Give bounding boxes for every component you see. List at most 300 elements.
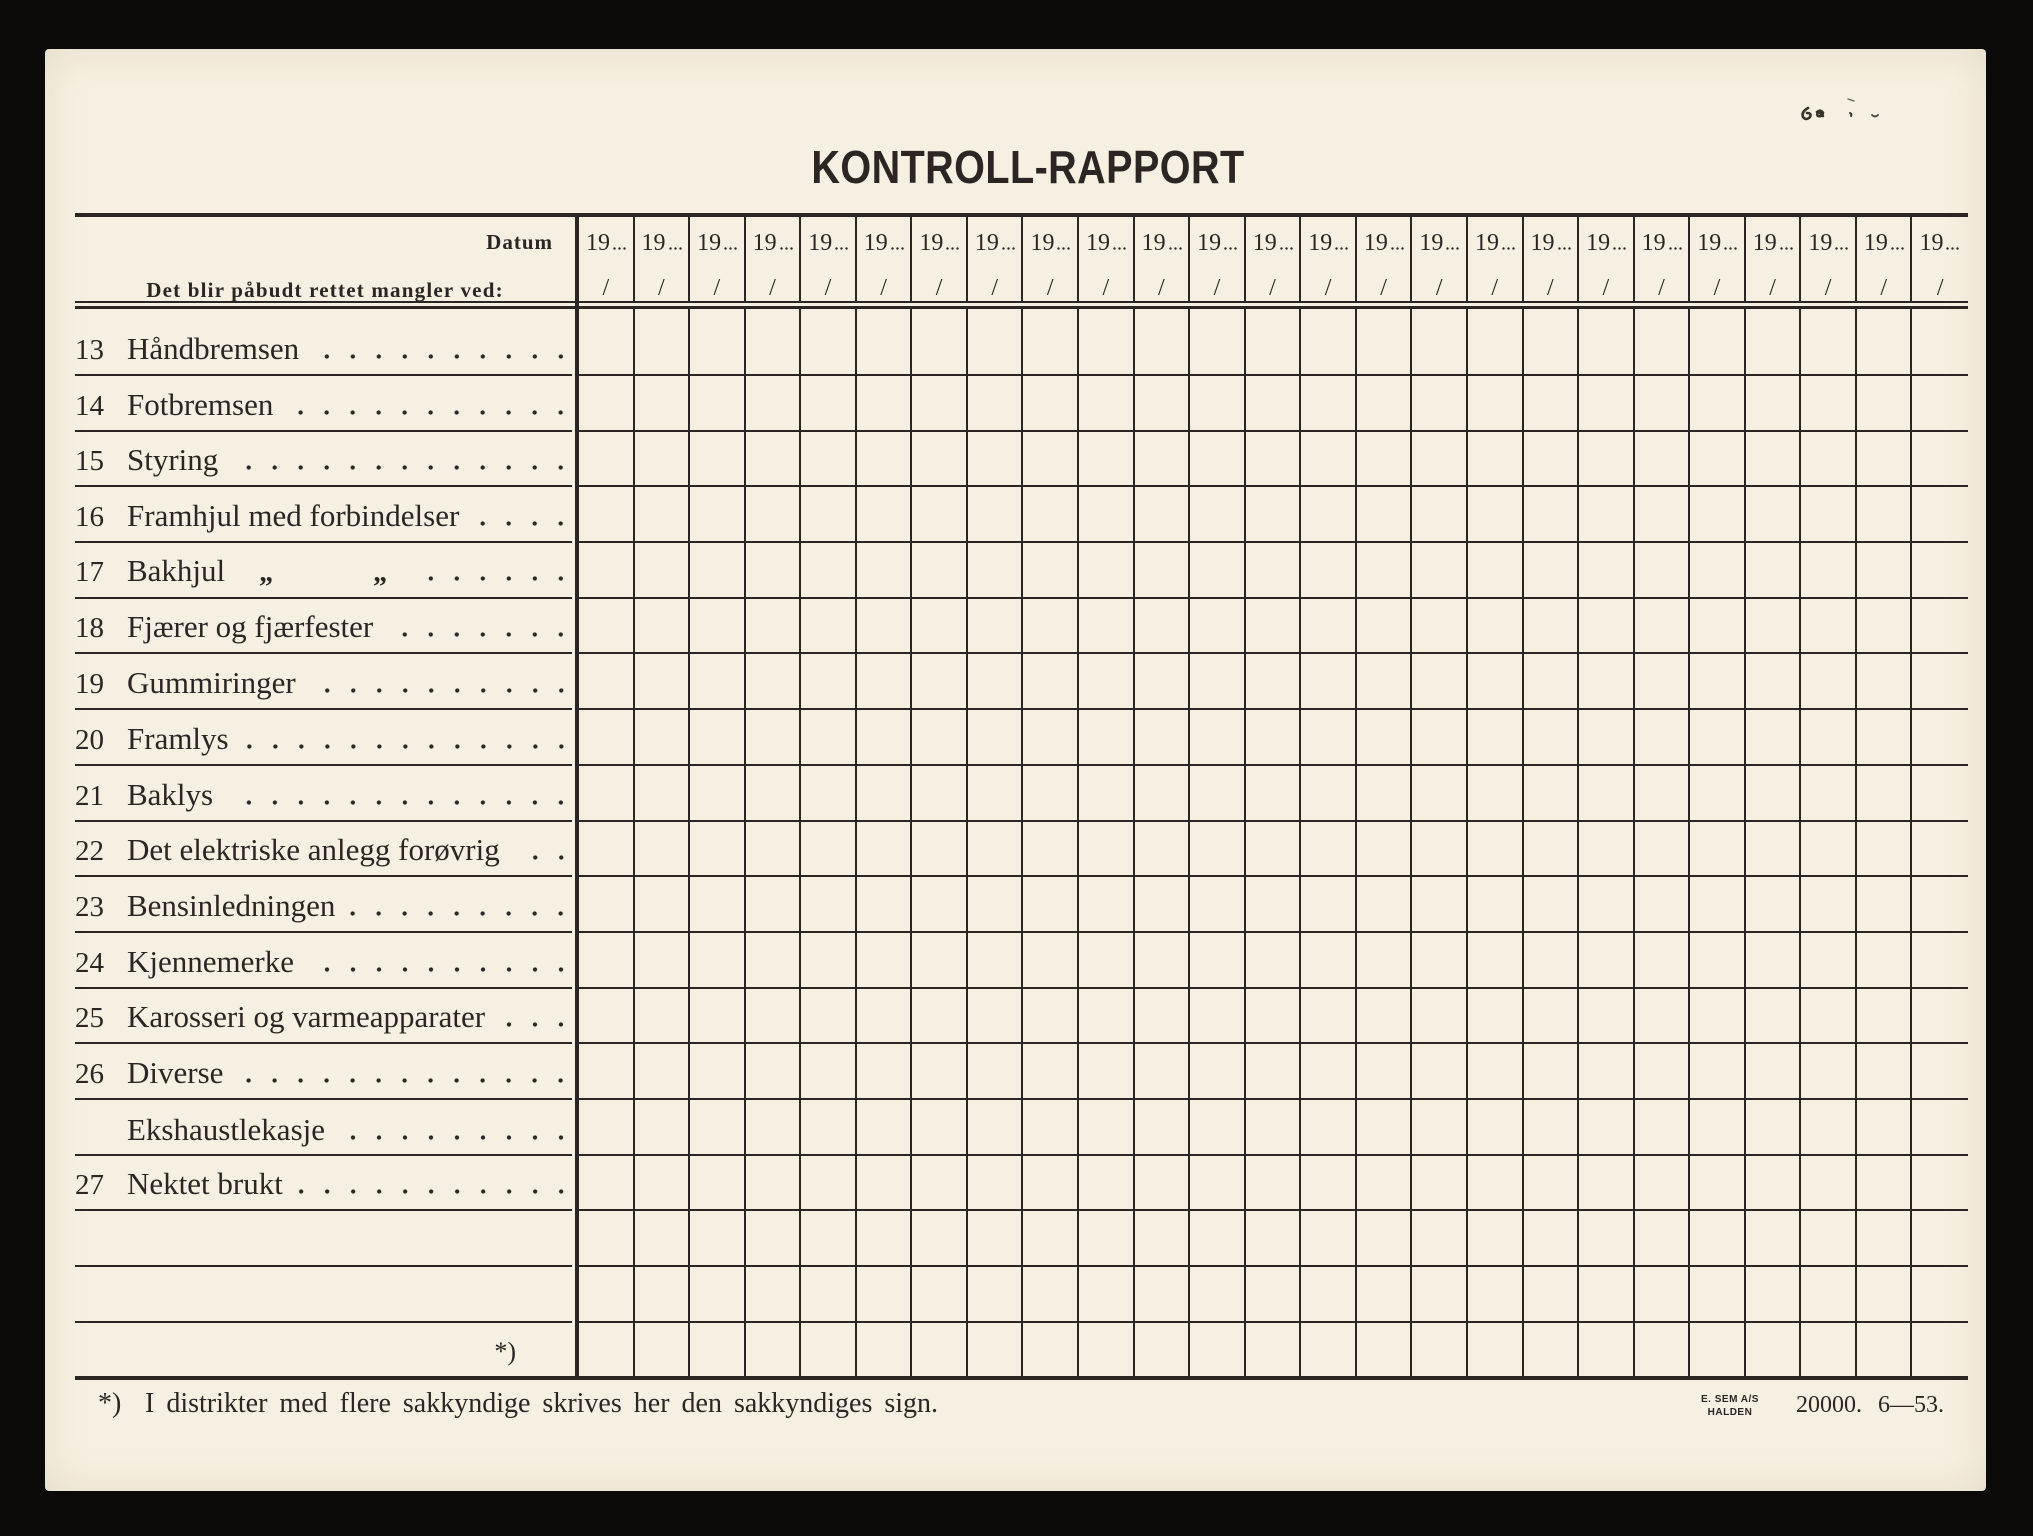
year-blank-dots <box>779 247 795 250</box>
inspection-cell <box>635 877 691 933</box>
inspection-cell <box>1524 933 1580 989</box>
inspection-cell <box>579 933 635 989</box>
inspection-cell <box>1801 1044 1857 1100</box>
inspection-cell <box>1468 989 1524 1045</box>
inspection-cell <box>1690 989 1746 1045</box>
inspection-cell <box>968 1323 1024 1376</box>
inspection-cell <box>1468 376 1524 432</box>
year-field <box>975 229 1017 257</box>
inspection-cell <box>1246 432 1302 488</box>
inspection-cell <box>1190 1100 1246 1156</box>
inspection-cell <box>1746 432 1802 488</box>
year-field <box>1531 229 1573 257</box>
checklist-row <box>75 487 572 543</box>
inspection-cell <box>1690 376 1746 432</box>
inspection-cell <box>1746 766 1802 822</box>
checklist-row <box>75 710 572 766</box>
day-month-separator: / <box>1269 275 1276 301</box>
inspection-cell <box>1635 654 1691 710</box>
inspection-cell <box>1357 1100 1413 1156</box>
date-column-header <box>912 217 968 301</box>
inspection-cell <box>968 599 1024 655</box>
inspection-cell <box>1357 1156 1413 1212</box>
inspection-cell <box>1635 309 1691 376</box>
inspection-cell <box>1635 1156 1691 1212</box>
day-month-separator: / <box>1435 275 1443 301</box>
inspection-cell <box>1246 599 1302 655</box>
year-field <box>1864 229 1906 257</box>
inspection-cell <box>1746 877 1802 933</box>
inspection-cell <box>857 710 913 766</box>
inspection-cell <box>1190 1156 1246 1212</box>
inspection-cell <box>746 599 802 655</box>
footnote <box>98 1387 938 1421</box>
inspection-cell <box>1023 989 1079 1045</box>
inspection-cell <box>1524 376 1580 432</box>
inspection-cell <box>1524 1267 1580 1323</box>
year-field <box>1475 229 1517 257</box>
day-month-separator: / <box>1158 275 1165 301</box>
inspection-cell <box>968 1267 1024 1323</box>
inspection-cell <box>579 1267 635 1323</box>
dot-leader <box>237 1078 572 1083</box>
inspection-cell <box>1023 543 1079 599</box>
inspection-cell <box>1579 1211 1635 1267</box>
inspection-cell <box>1246 1100 1302 1156</box>
dot-leader <box>310 688 572 693</box>
inspection-cell <box>1246 543 1302 599</box>
inspection-cell <box>1412 933 1468 989</box>
inspection-cell <box>1357 1267 1413 1323</box>
inspection-cell <box>1801 309 1857 376</box>
signature-footnote-mark: *) <box>494 1337 516 1366</box>
blank-row <box>75 1267 572 1323</box>
inspection-cell <box>635 599 691 655</box>
date-column-header <box>801 217 857 301</box>
inspection-cell <box>635 1044 691 1100</box>
inspection-cell <box>912 309 968 376</box>
row-content <box>75 1111 572 1147</box>
inspection-cell <box>1857 766 1913 822</box>
inspection-cell <box>1524 599 1580 655</box>
inspection-cell <box>1246 877 1302 933</box>
inspection-cell <box>801 1156 857 1212</box>
item-label: Karosseri og varmeapparater <box>127 999 486 1035</box>
item-number: 26 <box>75 1057 104 1090</box>
year-prefix: 19 <box>1141 230 1166 256</box>
year-blank-dots <box>1557 247 1573 250</box>
inspection-cell <box>1524 1323 1580 1376</box>
inspection-cell <box>1579 1267 1635 1323</box>
inspection-cell <box>1468 1044 1524 1100</box>
ditto-mark: „ <box>259 556 274 588</box>
year-prefix: 19 <box>974 230 999 256</box>
inspection-cell <box>1690 487 1746 543</box>
inspection-cell <box>1468 1323 1524 1376</box>
inspection-cell <box>1301 432 1357 488</box>
inspection-cell <box>1246 1156 1302 1212</box>
item-label: Baklys <box>127 776 214 812</box>
datum-label: Datum <box>486 230 553 254</box>
inspection-cell <box>857 654 913 710</box>
year-prefix: 19 <box>1197 230 1222 256</box>
inspection-cell <box>690 487 746 543</box>
inspection-cell <box>1135 877 1191 933</box>
inspection-cell <box>635 822 691 878</box>
day-month-separator: / <box>1658 275 1665 301</box>
inspection-cell <box>1023 487 1079 543</box>
inspection-cell <box>1746 1323 1802 1376</box>
inspection-cell <box>1301 989 1357 1045</box>
inspection-cell <box>1190 710 1246 766</box>
inspection-cell <box>968 933 1024 989</box>
inspection-cell <box>1023 822 1079 878</box>
year-prefix: 19 <box>1030 230 1055 256</box>
inspection-cell <box>1524 432 1580 488</box>
checklist-row <box>75 989 572 1045</box>
inspection-cell <box>1135 710 1191 766</box>
inspection-cell <box>1524 822 1580 878</box>
item-number: 17 <box>75 555 104 588</box>
inspection-cell <box>1412 1100 1468 1156</box>
inspection-cell <box>912 1044 968 1100</box>
inspection-cell <box>1246 376 1302 432</box>
inspection-cell <box>1079 432 1135 488</box>
inspection-cell <box>1524 1156 1580 1212</box>
inspection-cell <box>801 766 857 822</box>
inspection-cell <box>912 1323 968 1376</box>
inspection-cell <box>1857 1211 1913 1267</box>
item-label: Bensinledningen <box>127 887 336 923</box>
inspection-cell <box>1690 1267 1746 1323</box>
year-blank-dots <box>1890 247 1906 250</box>
date-columns-header <box>579 217 1968 301</box>
inspection-cell <box>1135 1100 1191 1156</box>
inspection-cell <box>857 1044 913 1100</box>
item-number: 23 <box>75 890 104 923</box>
inspection-cell <box>968 376 1024 432</box>
inspection-cell <box>1468 933 1524 989</box>
inspection-cell <box>1301 543 1357 599</box>
day-month-separator: / <box>1824 275 1832 301</box>
inspection-cell <box>1690 710 1746 766</box>
date-column-header <box>1301 217 1357 301</box>
row-content <box>75 1336 572 1368</box>
inspection-cell <box>1801 1156 1857 1212</box>
checklist-row <box>75 599 572 655</box>
inspection-cell <box>1412 1267 1468 1323</box>
dot-leader <box>387 632 572 637</box>
bottom-rule <box>75 1376 1968 1380</box>
inspection-cell <box>1635 822 1691 878</box>
dot-leader <box>473 521 572 526</box>
item-label: Framlys <box>127 720 229 756</box>
inspection-cell <box>1801 989 1857 1045</box>
printer-city: HALDEN <box>1707 1407 1753 1418</box>
inspection-cell <box>1746 1100 1802 1156</box>
inspection-cell <box>1912 710 1968 766</box>
inspection-cell <box>1801 432 1857 488</box>
inspection-cell <box>635 487 691 543</box>
inspection-cell <box>746 822 802 878</box>
inspection-cell <box>1468 654 1524 710</box>
inspection-cell <box>1135 1044 1191 1100</box>
inspection-cell <box>1357 710 1413 766</box>
inspection-cell <box>1635 933 1691 989</box>
dot-leader <box>297 1189 572 1194</box>
inspection-cell <box>1468 543 1524 599</box>
dot-leader <box>232 465 572 470</box>
inspection-cell <box>1801 1267 1857 1323</box>
inspection-cell <box>1746 1044 1802 1100</box>
inspection-cell <box>1135 933 1191 989</box>
inspection-cell <box>1412 710 1468 766</box>
inspection-cell <box>635 1100 691 1156</box>
day-month-separator: / <box>1213 275 1221 301</box>
inspection-cell <box>1079 1100 1135 1156</box>
inspection-cell <box>1023 1211 1079 1267</box>
inspection-cell <box>1524 766 1580 822</box>
inspection-cell <box>1801 766 1857 822</box>
inspection-cell <box>1579 766 1635 822</box>
row-content <box>75 333 572 366</box>
inspection-cell <box>1746 1156 1802 1212</box>
inspection-cell <box>1524 710 1580 766</box>
inspection-cell <box>801 1267 857 1323</box>
inspection-cell <box>1801 1100 1857 1156</box>
inspection-cell <box>1746 933 1802 989</box>
row-content <box>75 720 572 756</box>
inspection-cell <box>746 487 802 543</box>
inspection-cell <box>1412 487 1468 543</box>
footnote-mark: *) <box>98 1388 122 1419</box>
day-month-separator: / <box>991 275 999 301</box>
inspection-cell <box>746 1100 802 1156</box>
inspection-cell <box>746 933 802 989</box>
inspection-cell <box>1801 1323 1857 1376</box>
inspection-cell <box>1524 877 1580 933</box>
inspection-cell <box>690 376 746 432</box>
inspection-cell <box>1690 654 1746 710</box>
inspection-cell <box>801 487 857 543</box>
inspection-cell <box>1857 432 1913 488</box>
inspection-cell <box>801 309 857 376</box>
inspection-cell <box>746 1156 802 1212</box>
inspection-cell <box>857 543 913 599</box>
item-label: Framhjul med forbindelser <box>127 498 460 534</box>
inspection-cell <box>579 989 635 1045</box>
inspection-cell <box>1246 1267 1302 1323</box>
inspection-cell <box>1301 877 1357 933</box>
inspection-cell <box>1301 309 1357 376</box>
inspection-cell <box>1190 766 1246 822</box>
checklist-row <box>75 1156 572 1212</box>
inspection-cell <box>1912 1211 1968 1267</box>
inspection-cell <box>1079 599 1135 655</box>
inspection-cell <box>1579 376 1635 432</box>
inspection-cell <box>1801 487 1857 543</box>
inspection-cell <box>1079 1156 1135 1212</box>
inspection-cell <box>801 543 857 599</box>
inspection-cell <box>1079 1323 1135 1376</box>
inspection-cell <box>1857 487 1913 543</box>
inspection-cell <box>690 654 746 710</box>
inspection-cell <box>690 1044 746 1100</box>
item-number: 14 <box>75 389 104 422</box>
print-quantity: 20000. <box>1796 1392 1862 1418</box>
checklist-row <box>75 432 572 488</box>
inspection-cell <box>1635 487 1691 543</box>
date-column-header <box>1524 217 1580 301</box>
inspection-cell <box>801 599 857 655</box>
inspection-cell <box>579 1211 635 1267</box>
inspection-cell <box>1412 376 1468 432</box>
inspection-cell <box>635 766 691 822</box>
inspection-cell <box>1246 822 1302 878</box>
inspection-cell <box>1579 1100 1635 1156</box>
checklist-row <box>75 654 572 710</box>
inspection-cell <box>635 710 691 766</box>
inspection-cell <box>912 1267 968 1323</box>
inspection-cell <box>579 376 635 432</box>
day-month-separator: / <box>769 275 776 301</box>
checklist-row <box>75 822 572 878</box>
inspection-cell <box>1579 1044 1635 1100</box>
item-number: 22 <box>75 835 104 868</box>
inspection-cell <box>912 543 968 599</box>
year-field <box>1419 229 1461 257</box>
inspection-cell <box>968 710 1024 766</box>
row-content <box>75 834 572 867</box>
date-column-header <box>1635 217 1691 301</box>
inspection-cell <box>579 1156 635 1212</box>
inspection-cell <box>1468 766 1524 822</box>
year-prefix: 19 <box>1086 230 1111 256</box>
date-column-header <box>1079 217 1135 301</box>
inspection-cell <box>1190 822 1246 878</box>
inspection-cell <box>912 599 968 655</box>
date-column-header <box>857 217 913 301</box>
inspection-cell <box>746 877 802 933</box>
inspection-cell <box>1357 309 1413 376</box>
inspection-cell <box>1412 766 1468 822</box>
inspection-cell <box>1079 710 1135 766</box>
item-label: Nektet brukt <box>127 1166 283 1202</box>
inspection-cell <box>690 1100 746 1156</box>
inspection-cell <box>912 487 968 543</box>
day-month-separator: / <box>602 275 610 301</box>
inspection-cell <box>635 989 691 1045</box>
inspection-cell <box>1468 1267 1524 1323</box>
date-column-header <box>1357 217 1413 301</box>
inspection-cell <box>1635 710 1691 766</box>
inspection-cell <box>1357 376 1413 432</box>
inspection-cell <box>635 1156 691 1212</box>
year-blank-dots <box>1668 247 1684 250</box>
inspection-cell <box>1023 1044 1079 1100</box>
day-month-separator: / <box>1491 275 1499 301</box>
inspection-cell <box>1524 487 1580 543</box>
year-field <box>1808 229 1850 257</box>
inspection-cell <box>857 1100 913 1156</box>
checklist-row <box>75 1044 572 1100</box>
inspection-cell <box>1135 766 1191 822</box>
inspection-cell <box>1746 654 1802 710</box>
inspection-cell <box>1912 766 1968 822</box>
inspection-cell <box>1857 654 1913 710</box>
year-prefix: 19 <box>1752 230 1777 256</box>
inspection-cell <box>1301 1156 1357 1212</box>
inspection-cell <box>690 1156 746 1212</box>
inspection-cell <box>1301 822 1357 878</box>
date-column-header <box>1801 217 1857 301</box>
inspection-cell <box>690 1267 746 1323</box>
date-column-header <box>1912 217 1968 301</box>
inspection-cell <box>1635 543 1691 599</box>
year-prefix: 19 <box>752 230 777 256</box>
inspection-cell <box>579 654 635 710</box>
label-column-header <box>75 217 575 301</box>
item-label: Fjærer og fjærfester <box>127 609 374 645</box>
inspection-cell <box>579 1323 635 1376</box>
year-field <box>1586 229 1628 257</box>
inspection-cell <box>857 1156 913 1212</box>
dot-leader <box>243 744 572 749</box>
inspection-cell <box>1857 1156 1913 1212</box>
inspection-cell <box>1635 766 1691 822</box>
inspection-cell <box>857 877 913 933</box>
inspection-cell <box>1690 1323 1746 1376</box>
inspection-cell <box>1135 543 1191 599</box>
inspection-cell <box>1412 1156 1468 1212</box>
inspection-cell <box>968 1156 1024 1212</box>
year-prefix: 19 <box>1419 230 1444 256</box>
inspection-cell <box>1857 309 1913 376</box>
year-blank-dots <box>1223 247 1239 250</box>
year-field <box>1308 229 1350 257</box>
inspection-cell <box>746 543 802 599</box>
checklist-row <box>75 933 572 989</box>
inspection-cell <box>1746 599 1802 655</box>
inspection-cell <box>1301 1323 1357 1376</box>
inspection-cell <box>1524 1211 1580 1267</box>
inspection-cell <box>801 432 857 488</box>
inspection-cell <box>1579 487 1635 543</box>
inspection-cell <box>1412 309 1468 376</box>
inspection-cell <box>746 1211 802 1267</box>
inspection-cell <box>1246 989 1302 1045</box>
item-label: Gummiringer <box>127 665 296 701</box>
inspection-cell <box>1412 1211 1468 1267</box>
year-prefix: 19 <box>1363 230 1388 256</box>
inspection-cell <box>1635 1323 1691 1376</box>
inspection-cell <box>690 822 746 878</box>
year-prefix: 19 <box>1474 230 1499 256</box>
inspection-cell <box>1690 432 1746 488</box>
inspection-cell <box>1023 933 1079 989</box>
inspection-cell <box>1190 599 1246 655</box>
inspection-cell <box>1412 1044 1468 1100</box>
inspection-cell <box>801 989 857 1045</box>
inspection-cell <box>1690 309 1746 376</box>
inspection-cell <box>1246 1044 1302 1100</box>
inspection-cell <box>1801 654 1857 710</box>
inspection-cell <box>1468 487 1524 543</box>
year-prefix: 19 <box>641 230 666 256</box>
item-number: 15 <box>75 445 104 478</box>
year-blank-dots <box>612 247 628 250</box>
date-column-header <box>1857 217 1913 301</box>
